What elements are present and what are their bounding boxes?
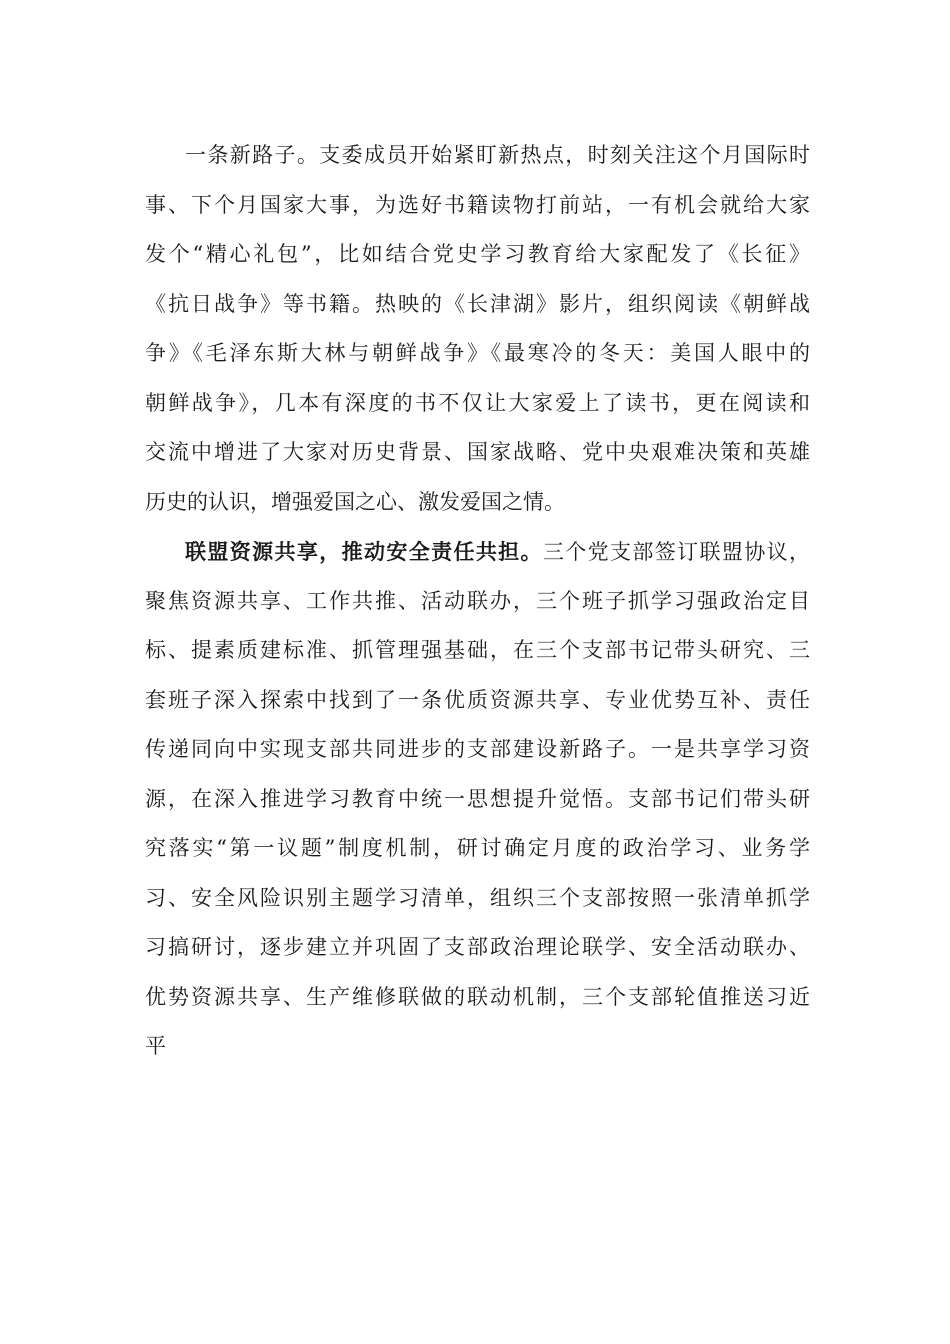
paragraph-line: 究落实“第一议题”制度机制，研讨确定月度的政治学习、业务学	[145, 836, 810, 860]
paragraph-line: 一条新路子。支委成员开始紧盯新热点，时刻关注这个月国际时	[185, 143, 810, 167]
paragraph-line: 习搞研讨，逐步建立并巩固了支部政治理论联学、安全活动联办、	[145, 935, 810, 959]
paragraph-line: 习、安全风险识别主题学习清单，组织三个支部按照一张清单抓学	[145, 885, 810, 910]
paragraph-line: 套班子深入探索中找到了一条优质资源共享、专业优势互补、责任	[145, 687, 810, 712]
paragraph-1	[145, 131, 810, 527]
paragraph-line: 交流中增进了大家对历史背景、国家战略、党中央艰难决策和英雄	[145, 440, 810, 464]
paragraph-line: 《抗日战争》等书籍。热映的《长津湖》影片，组织阅读《朝鲜战	[145, 291, 810, 316]
paragraph-line: 传递同向中实现支部共同进步的支部建设新路子。一是共享学习资	[145, 737, 810, 761]
paragraph-line: 历史的认识，增强爱国之心、激发爱国之情。	[145, 489, 565, 514]
paragraph-line: 源，在深入推进学习教育中统一思想提升觉悟。支部书记们带头研	[145, 786, 810, 811]
paragraph-line: 优势资源共享、生产维修联做的联动机制，三个支部轮值推送习近	[145, 984, 810, 1009]
paragraph-2	[145, 527, 810, 1072]
paragraph-line: 争》《毛泽东斯大林与朝鲜战争》《最寒冷的冬天：美国人眼中的	[145, 341, 810, 365]
paragraph-heading: 联盟资源共享，推动安全责任共担。	[185, 539, 543, 564]
paragraph-first-line-text: 三个党支部签订联盟协议，	[542, 540, 811, 564]
paragraph-line: 发个“精心礼包”，比如结合党史学习教育给大家配发了《长征》	[145, 242, 810, 266]
paragraph-first-line	[145, 527, 810, 577]
document-body	[145, 131, 810, 1072]
paragraph-line: 朝鲜战争》，几本有深度的书不仅让大家爱上了读书，更在阅读和	[145, 390, 810, 415]
paragraph-line: 聚焦资源共享、工作共推、活动联办，三个班子抓学习强政治定目	[145, 588, 810, 613]
paragraph-line: 平	[145, 1034, 166, 1058]
paragraph-line: 标、提素质建标准、抓管理强基础，在三个支部书记带头研究、三	[145, 638, 810, 662]
paragraph-line: 事、下个月国家大事，为选好书籍读物打前站，一有机会就给大家	[145, 192, 810, 217]
